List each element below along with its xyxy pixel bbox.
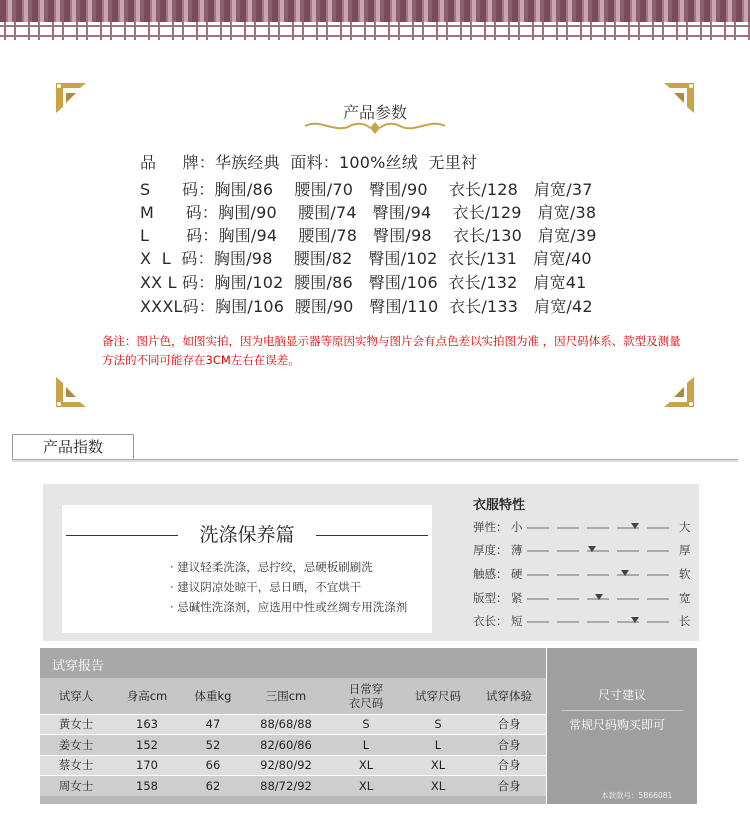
column-header: 试穿体验	[472, 678, 546, 714]
spec-brand-line: 品 牌：华族经典 面料：100%丝绒 无里衬	[140, 153, 478, 172]
table-cell: 88/72/92	[244, 776, 328, 797]
feature-max-label: 长	[679, 614, 691, 628]
table-cell: 合身	[472, 776, 546, 797]
spec-size-line: S 码：胸围/86 腰围/70 臀围/90 衣长/128 肩宽/37	[140, 180, 593, 199]
feature-label: 版型：	[473, 591, 508, 605]
care-item: · 忌碱性洗涤剂，应选用中性或丝绸专用洗涤剂	[170, 600, 408, 614]
feature-label: 弹性：	[473, 520, 508, 534]
table-cell: 蔡女士	[40, 755, 112, 776]
table-cell: 92/80/92	[244, 755, 328, 776]
fret-pattern-band	[0, 22, 750, 40]
feature-row	[473, 590, 693, 608]
table-cell: L	[328, 735, 404, 756]
table-cell: 152	[112, 735, 182, 756]
table-cell: XL	[404, 776, 472, 797]
top-pattern-band	[0, 0, 750, 22]
feature-max-label: 厚	[679, 543, 691, 557]
remark-note: 备注：图片色，如图实拍，因为电脑显示器等原因实物与图片会有点色差以实拍图为准 ，因尺码体系、款型及测量方法的不同可能存在3CM左右在误差。	[102, 334, 681, 367]
spec-size-line: M 码：胸围/90 腰围/74 臀围/94 衣长/129 肩宽/38	[140, 203, 597, 222]
table-cell: L	[404, 735, 472, 756]
feature-level-marker	[631, 617, 639, 623]
care-item: · 建议阴凉处晾干，忌日晒，不宜烘干	[170, 580, 362, 594]
table-cell: 88/68/88	[244, 714, 328, 735]
divider	[316, 535, 428, 536]
feature-scale-track	[527, 621, 671, 623]
feature-row	[473, 613, 693, 631]
feature-row	[473, 566, 693, 584]
corner-ornament-icon	[662, 81, 696, 115]
top-decorative-border	[0, 0, 750, 44]
feature-max-label: 软	[679, 567, 691, 581]
care-item: · 建议轻柔洗涤，忌拧绞，忌硬板刷刷洗	[170, 560, 373, 574]
table-body	[40, 714, 546, 796]
table-cell: S	[404, 714, 472, 735]
style-code: 本款款号：5B66081	[601, 791, 673, 800]
index-title: 产品指数	[42, 438, 103, 456]
column-header: 试穿人	[40, 678, 112, 714]
size-advice-text: 常规尺码购买即可	[569, 718, 666, 732]
size-advice-title: 尺寸建议	[597, 688, 646, 702]
feature-level-marker	[595, 594, 603, 600]
table-cell: 合身	[472, 755, 546, 776]
feature-min-label: 紧	[511, 591, 523, 605]
feature-level-marker	[588, 546, 596, 552]
care-title: 洗涤保养篇	[199, 524, 295, 546]
feature-max-label: 宽	[679, 591, 691, 605]
tryon-report	[40, 648, 546, 804]
feature-scale-track	[527, 574, 671, 576]
spec-size-line: XXXL码：胸围/106 腰围/90 臀围/110 衣长/133 肩宽/42	[140, 297, 593, 316]
corner-ornament-icon	[54, 375, 88, 409]
feature-level-marker	[621, 570, 629, 576]
size-advice-panel	[547, 648, 697, 804]
feature-min-label: 小	[511, 520, 523, 534]
feature-label: 衣长：	[473, 614, 508, 628]
feature-label: 厚度：	[473, 543, 508, 557]
param-title: 产品参数	[342, 103, 407, 122]
table-cell: 163	[112, 714, 182, 735]
corner-ornament-icon	[54, 81, 88, 115]
column-header: 日常穿 衣尺码	[328, 678, 404, 714]
scroll-ornament-icon	[300, 114, 450, 136]
param-title-block	[300, 100, 450, 134]
features-title: 衣服特性	[473, 498, 526, 513]
table-cell: 62	[182, 776, 244, 797]
table-cell: 黄女士	[40, 714, 112, 735]
table-cell: 47	[182, 714, 244, 735]
column-header: 身高cm	[112, 678, 182, 714]
divider-shadow	[12, 460, 738, 462]
table-cell: 66	[182, 755, 244, 776]
table-cell: 姜女士	[40, 735, 112, 756]
feature-scale-track	[527, 550, 671, 552]
table-cell: 52	[182, 735, 244, 756]
feature-row	[473, 542, 693, 560]
feature-min-label: 短	[511, 614, 523, 628]
care-box	[62, 505, 432, 633]
spec-size-line: L 码：胸围/94 腰围/78 臀围/98 衣长/130 肩宽/39	[140, 226, 597, 245]
column-header: 试穿尺码	[404, 678, 472, 714]
index-tab	[12, 434, 134, 460]
report-header	[40, 648, 546, 678]
feature-label: 触感：	[473, 567, 508, 581]
table-cell: 158	[112, 776, 182, 797]
feature-scale-track	[527, 527, 671, 529]
report-title: 试穿报告	[52, 659, 105, 674]
corner-ornament-icon	[662, 375, 696, 409]
table-header-row	[40, 678, 546, 714]
feature-min-label: 硬	[511, 567, 523, 581]
table-row	[40, 714, 546, 735]
feature-row	[473, 519, 693, 537]
table-cell: XL	[404, 755, 472, 776]
feature-level-marker	[631, 523, 639, 529]
column-header: 体重kg	[182, 678, 244, 714]
spec-size-line: XX L 码：胸围/102 腰围/86 臀围/106 衣长/132 肩宽41	[140, 273, 587, 292]
table-cell: 合身	[472, 735, 546, 756]
table-row	[40, 735, 546, 756]
table-row	[40, 776, 546, 797]
report-table	[40, 678, 546, 796]
table-cell: S	[328, 714, 404, 735]
table-cell: 170	[112, 755, 182, 776]
column-header: 三围cm	[244, 678, 328, 714]
divider	[561, 710, 683, 711]
table-cell: 周女士	[40, 776, 112, 797]
table-cell: XL	[328, 755, 404, 776]
table-cell: 82/60/86	[244, 735, 328, 756]
table-row	[40, 755, 546, 776]
spec-size-line: X L 码：胸围/98 腰围/82 臀围/102 衣长/131 肩宽/40	[140, 249, 592, 268]
table-cell: 合身	[472, 714, 546, 735]
feature-max-label: 大	[679, 520, 691, 534]
feature-min-label: 薄	[511, 543, 523, 557]
table-cell: XL	[328, 776, 404, 797]
